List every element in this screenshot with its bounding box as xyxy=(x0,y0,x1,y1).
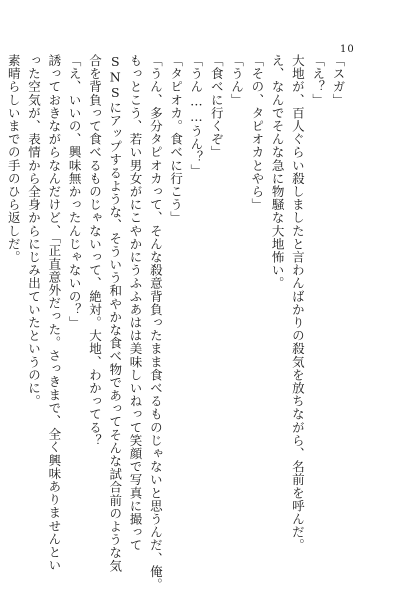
text-line: もっとこう、若い男女がにこやかにうふふあはは美味しいねって笑顔で写真に撮って xyxy=(128,54,144,552)
text-line: SNSにアップするような、そういう和やかな食べ物であってそんな試合前のような気 xyxy=(107,54,123,573)
text-line: 「うん」 xyxy=(229,54,245,107)
page-number: 10 xyxy=(340,44,355,55)
text-line: 「スガ」 xyxy=(331,54,346,107)
text-line: 「うん……うん？」 xyxy=(188,54,204,177)
text-line: 「その、タピオカとやら」 xyxy=(249,54,265,212)
text-line: え、なんでそんな急に物騒な大地怖い。 xyxy=(270,54,286,290)
text-line: 「え、いいの、興味無かったんじゃないの？」 xyxy=(67,54,83,330)
text-line: 「タピオカ。食べに行こう」 xyxy=(168,54,184,225)
text-line: 素晴らしいまでの手のひら返しだ。 xyxy=(6,54,22,264)
text-line: 合を背負って食べるものじゃないって、絶対。大地、わかってる？ xyxy=(87,54,103,447)
text-line: 誘っておきながらなんだけど、「正直意外だった。さっきまで、全く興味ありませんとい xyxy=(46,54,62,572)
text-line: 「食べに行くぞ」 xyxy=(209,54,225,159)
vertical-text-body xyxy=(3,54,348,591)
text-line: 「え？」 xyxy=(310,54,326,107)
text-line: った空気が、表情から全身からにじみ出ていたというのに。 xyxy=(26,54,42,408)
text-line: 「うん、多分タピオカって、そんな殺意背負ったまま食べるものじゃないと思うんだ、俺。 xyxy=(148,54,164,591)
text-line: 大地が、百人ぐらい殺しましたと言わんばかりの殺気を放ちながら、名前を呼んだ。 xyxy=(290,54,306,552)
